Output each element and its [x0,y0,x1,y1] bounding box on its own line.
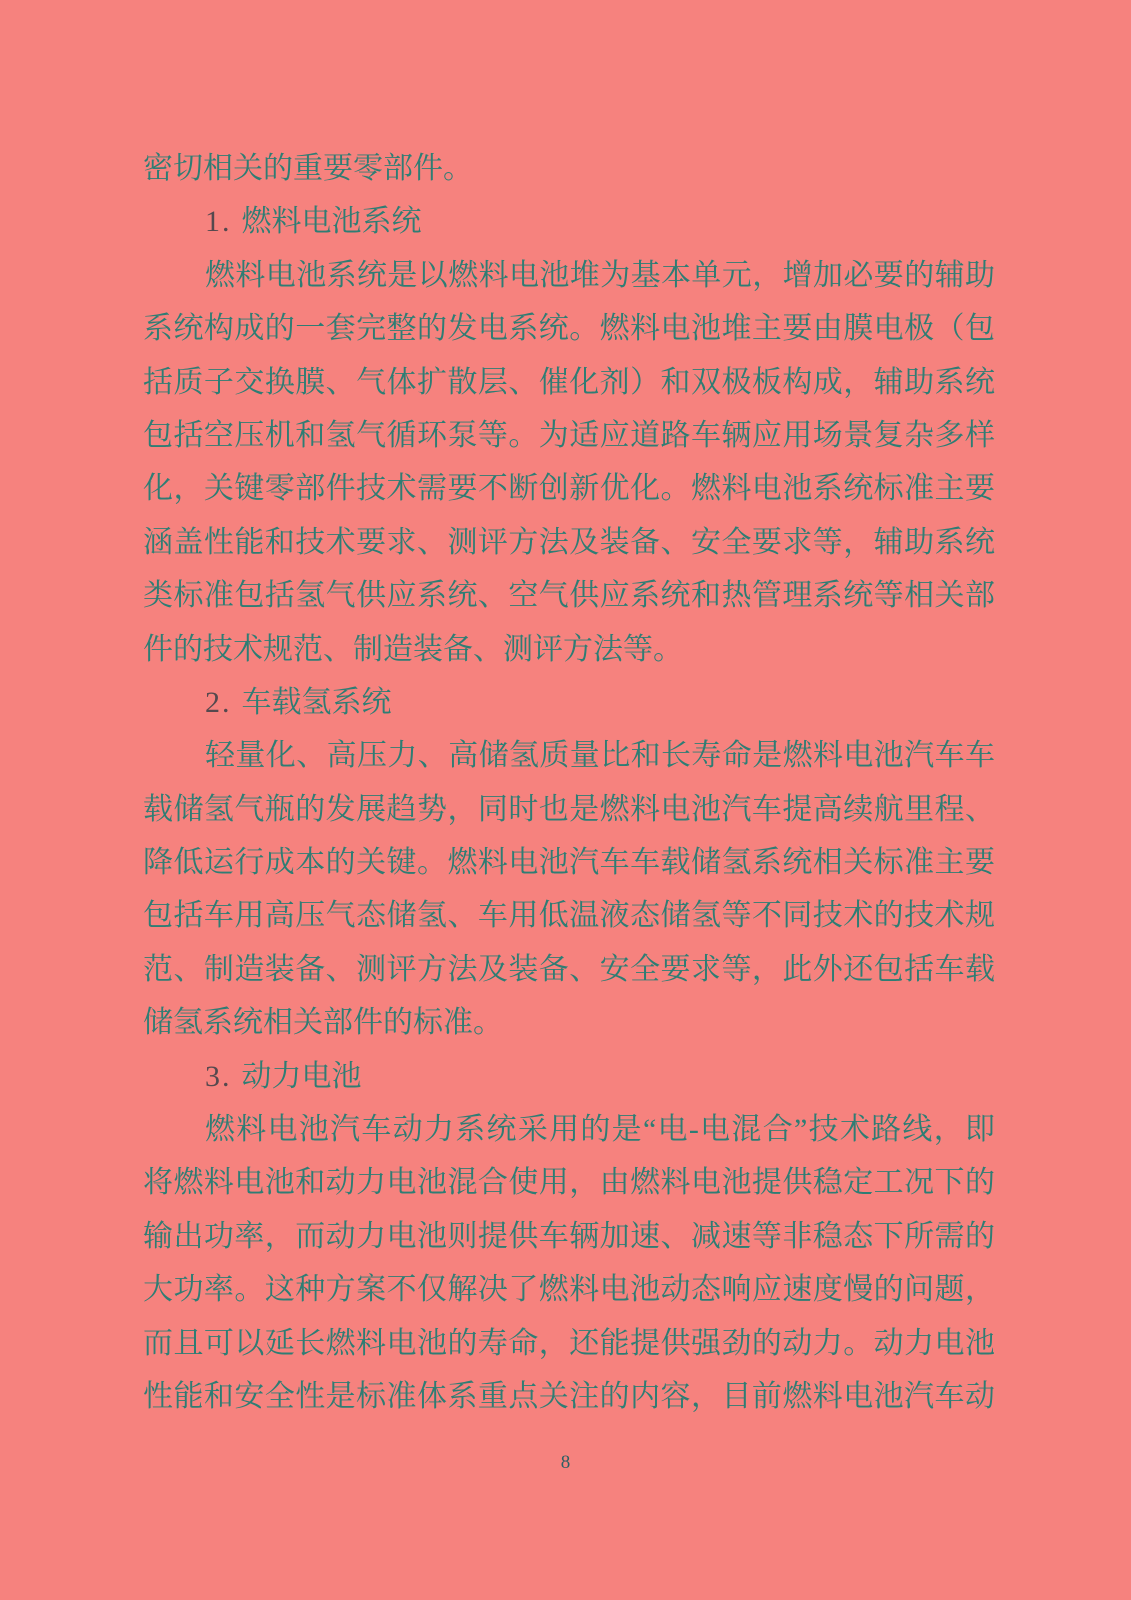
line-text: 系统构成的一套完整的发电系统。燃料电池堆主要由膜电极（包 [143,312,995,346]
section-heading-line [143,195,995,248]
line-text: 密切相关的重要零部件。 [143,152,473,185]
line-text: 燃料电池汽车动力系统采用的是“电-电混合”技术路线，即 [205,1113,995,1147]
text-line [143,1156,995,1209]
heading-number: 1. [205,205,232,239]
text-line [143,783,995,836]
line-text: 燃料电池系统是以燃料电池堆为基本单元，增加必要的辅助 [205,258,995,292]
line-text: 包括空压机和氢气循环泵等。为适应道路车辆应用场景复杂多样 [143,418,995,452]
line-text: 输出功率，而动力电池则提供车辆加速、减速等非稳态下所需的 [143,1219,995,1253]
text-line [143,409,995,462]
text-line [143,356,995,409]
text-line [143,142,995,195]
line-text: 化，关键零部件技术需要不断创新优化。燃料电池系统标准主要 [143,472,995,506]
page-number: 8 [560,1452,571,1473]
text-line [143,889,995,942]
line-text: 将燃料电池和动力电池混合使用，由燃料电池提供稳定工况下的 [143,1166,995,1200]
heading-number: 3. [205,1059,232,1093]
text-line [143,1103,995,1156]
text-line [143,1370,995,1423]
line-text: 包括车用高压气态储氢、车用低温液态储氢等不同技术的技术规 [143,899,995,933]
line-text: 类标准包括氢气供应系统、空气供应系统和热管理系统等相关部 [143,579,995,613]
text-line [143,516,995,569]
line-text: 降低运行成本的关键。燃料电池汽车车载储氢系统相关标准主要 [143,846,995,880]
line-text: 括质子交换膜、气体扩散层、催化剂）和双极板构成，辅助系统 [143,365,995,399]
heading-number: 2. [205,685,232,719]
line-text: 而且可以延长燃料电池的寿命，还能提供强劲的动力。动力电池 [143,1326,995,1360]
text-line [143,943,995,996]
text-line [143,729,995,782]
heading-text: 燃料电池系统 [241,205,422,239]
line-text: 性能和安全性是标准体系重点关注的内容，目前燃料电池汽车动 [143,1379,995,1413]
text-line [143,249,995,302]
document-body [143,142,995,1423]
line-text: 载储氢气瓶的发展趋势，同时也是燃料电池汽车提高续航里程、 [143,792,995,826]
line-text: 大功率。这种方案不仅解决了燃料电池动态响应速度慢的问题， [143,1273,995,1307]
text-line [143,836,995,889]
line-text: 轻量化、高压力、高储氢质量比和长寿命是燃料电池汽车车 [205,739,995,773]
text-line [143,1263,995,1316]
section-heading-line [143,1050,995,1103]
heading-text: 动力电池 [241,1059,362,1093]
heading-text: 车载氢系统 [241,685,392,719]
text-line [143,623,995,676]
line-text: 范、制造装备、测评方法及装备、安全要求等，此外还包括车载 [143,952,995,986]
text-line [143,1317,995,1370]
text-line [143,569,995,622]
line-text: 件的技术规范、制造装备、测评方法等。 [143,632,683,666]
section-heading-line [143,676,995,729]
line-text: 涵盖性能和技术要求、测评方法及装备、安全要求等，辅助系统 [143,525,995,559]
text-line [143,302,995,355]
text-line [143,996,995,1049]
text-line [143,1210,995,1263]
page-footer [0,1452,1131,1474]
text-line [143,462,995,515]
line-text: 储氢系统相关部件的标准。 [143,1006,503,1040]
